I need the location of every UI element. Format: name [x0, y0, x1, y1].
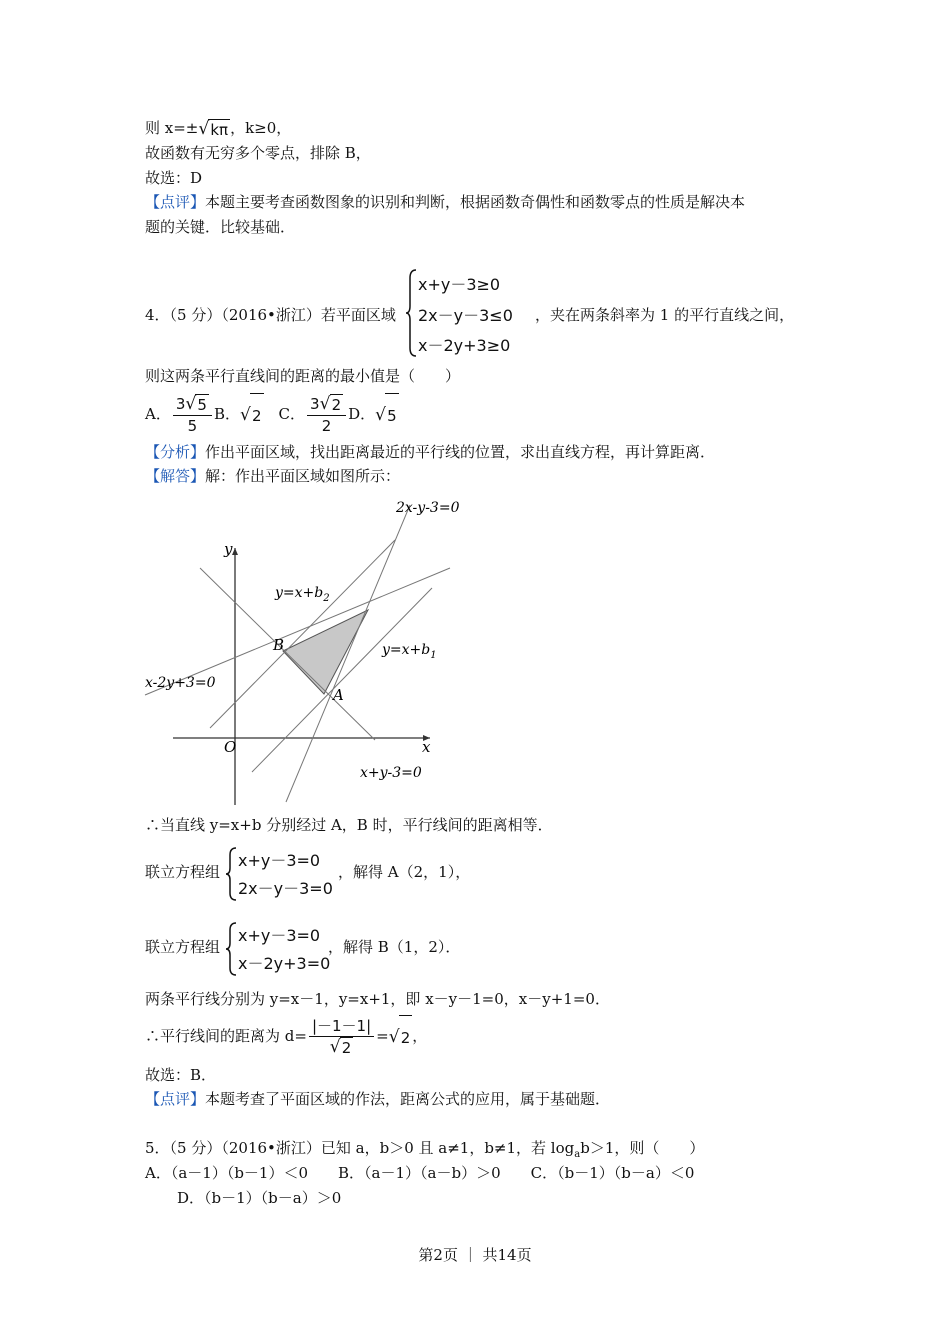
prev-line-1 [145, 118, 291, 140]
q4-sys2-pre: 联立方程组 [145, 938, 221, 956]
line-b2 [210, 540, 395, 728]
review-text: 本题主要考查函数图象的识别和判断，根据函数奇偶性和函数零点的性质是解决本 [205, 193, 746, 211]
text: = [376, 1027, 389, 1045]
q4-choice: 故选：B． [145, 1066, 217, 1084]
q5-option-d: D．（b－1）（b－a）＞0 [177, 1189, 342, 1207]
label-A: A [333, 686, 344, 704]
q4-ineq-1: x+y－3≥0 [418, 275, 501, 294]
option-b-label: B． [213, 405, 240, 423]
option-a: A．（a－1）（b－1）＜0 [145, 1164, 309, 1182]
prev-line-3: 故选：D [145, 169, 203, 187]
text: 5．（5 分）（2016•浙江）已知 a，b＞0 且 a≠1，b≠1，若 log [145, 1139, 575, 1157]
option-d-label: D． [348, 405, 376, 423]
answer-text: 解：作出平面区域如图所示： [205, 467, 401, 485]
text: ∴平行线间的距离为 d= [145, 1027, 307, 1045]
q4-ineq-2: 2x－y－3≤0 [418, 306, 513, 325]
label-x-y-3: x+y-3=0 [360, 765, 422, 781]
label-b1: $y=x+b_1$ [382, 642, 437, 661]
text: 则 x=± [145, 119, 199, 137]
q4-sol-1: ∴当直线 y=x+b 分别经过 A，B 时，平行线间的距离相等． [145, 816, 553, 834]
line-b1 [252, 588, 432, 772]
distance-value: √ 2 [389, 1015, 413, 1060]
option-d-value: √ 5 [375, 393, 399, 438]
radicand: 2 [331, 396, 342, 414]
sys2-eq-1: x+y－3=0 [238, 926, 321, 945]
q5-stem [145, 1138, 704, 1165]
text: b＞1，则（ ） [580, 1139, 705, 1157]
shaded-region [283, 610, 368, 694]
q4-sys2-post: ，解得 B（1，2）． [328, 938, 461, 956]
option-c-label: C． [278, 405, 306, 423]
prev-review [145, 192, 745, 212]
q4-line-2: 则这两条平行直线间的距离的最小值是（ ） [145, 367, 461, 385]
q4-sol-3 [145, 1014, 427, 1058]
q4-analysis [145, 442, 715, 462]
radicand: 2 [341, 1039, 352, 1057]
q4-suffix: ，夹在两条斜率为 1 的平行直线之间， [535, 306, 795, 324]
num: |－1－1| [309, 1016, 374, 1037]
prev-line-2: 故函数有无穷多个零点，排除 B， [145, 144, 371, 162]
review-tag: 【点评】 [145, 1090, 206, 1108]
q4-sys1-post: ，解得 A（2，1）， [338, 863, 471, 881]
label-B: B [273, 636, 285, 654]
radicand: 5 [385, 393, 399, 438]
label-b2: $y=x+b_2$ [275, 585, 330, 604]
option-c: C．（b－1）（b－a）＜0 [530, 1164, 695, 1182]
sys2-eq-2: x－2y+3=0 [238, 954, 331, 973]
q4-sol-2: 两条平行线分别为 y=x－1，y=x+1，即 x－y－1=0，x－y+1=0． [145, 990, 610, 1008]
q4-ineq-3: x－2y+3≥0 [418, 336, 511, 355]
option-b-value: √ 2 [240, 393, 264, 438]
region-figure [140, 490, 480, 810]
radicand: kπ [210, 120, 229, 139]
num: 3 [310, 395, 320, 413]
option-a-label: A． [145, 405, 171, 423]
analysis-text: 作出平面区域，找出距离最近的平行线的位置，求出直线方程，再计算距离． [205, 443, 716, 461]
q4-system [406, 268, 546, 358]
sys1-eq-2: 2x－y－3=0 [238, 879, 333, 898]
review-text: 本题考查了平面区域的作法，距离公式的应用，属于基础题． [205, 1090, 611, 1108]
option-c-value: 3 √ 2 2 [307, 394, 346, 436]
brace-icon [406, 268, 418, 358]
q5-options-1 [145, 1163, 694, 1183]
distance-fraction: |－1－1| √ 2 [309, 1016, 374, 1058]
q4-sys1-pre: 联立方程组 [145, 863, 221, 881]
sys1-eq-1: x+y－3=0 [238, 851, 321, 870]
label-y: y [224, 540, 233, 558]
page-footer: 第2页 ｜ 共14页 [418, 1246, 532, 1264]
brace-icon [226, 846, 238, 902]
label-2x-y-3: 2x-y-3=0 [396, 500, 460, 516]
radicand: 2 [250, 393, 264, 438]
q4-stem [145, 305, 396, 325]
q4-review [145, 1089, 610, 1109]
review-tag: 【点评】 [145, 193, 206, 211]
den: 2 [321, 417, 332, 435]
radicand: 5 [197, 396, 207, 414]
q4-system-1 [226, 846, 346, 902]
answer-tag: 【解答】 [145, 467, 206, 485]
analysis-tag: 【分析】 [145, 443, 206, 461]
option-b: B．（a－1）（a－b）＞0 [338, 1164, 501, 1182]
q4-prefix: 4．（5 分）（2016•浙江）若平面区域 [145, 306, 396, 324]
prev-review-2: 题的关键．比较基础． [145, 218, 296, 236]
option-a-value: 3 √ 5 5 [173, 394, 212, 436]
den: 5 [187, 417, 198, 435]
num: 3 [175, 395, 186, 413]
brace-icon [226, 921, 238, 977]
label-x: x [422, 738, 431, 756]
radicand: 2 [399, 1015, 413, 1060]
sqrt: √ kπ [198, 118, 229, 139]
text: ，k≥0， [230, 119, 292, 137]
log-base: a [574, 1149, 581, 1160]
q4-options [145, 392, 399, 436]
q4-answer [145, 466, 400, 486]
label-x-2y-3: x-2y+3=0 [145, 675, 216, 691]
text: ， [412, 1027, 428, 1045]
label-O: O [224, 738, 237, 756]
